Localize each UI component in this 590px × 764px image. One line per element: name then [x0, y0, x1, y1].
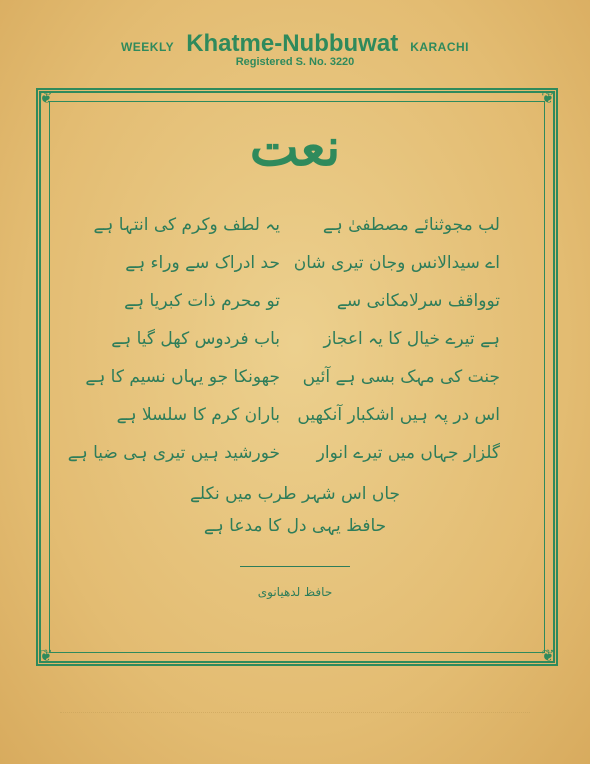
verse-line: لب مجوثنائے مصطفیٰ ہے — [322, 215, 500, 235]
verse-line: اے سیدالانس وجان تیری شان — [293, 253, 500, 273]
verse-line: باب فردوس کھل گیا ہے — [111, 329, 280, 349]
poem-author: حافظ لدھیانوی — [257, 585, 333, 599]
verse-line: تو محرم ذات کبریا ہے — [124, 291, 280, 311]
verse-line: یہ لطف وکرم کی انتہا ہے — [93, 215, 280, 235]
verse-line: توواقف سرلامکانی سے — [336, 291, 500, 311]
verse-line: اس در پہ ہیں اشکبار آنکھیں — [297, 405, 500, 425]
poem-left-column — [67, 206, 280, 472]
masthead-weekly: WEEKLY — [120, 40, 175, 54]
faded-show-through — [60, 712, 530, 731]
verse-line: جھونکا جو یہاں نسیم کا ہے — [85, 367, 280, 387]
poem-title: نعت — [249, 117, 341, 178]
corner-ornament-icon: ❦ — [39, 88, 53, 107]
verse-line: جاں اس شہر طرب میں نکلے — [189, 484, 401, 504]
verse-line: خورشید ہیں تیری ہی ضیا ہے — [67, 443, 280, 463]
verse-line: جنت کی مہک بسی ہے آئیں — [302, 367, 500, 387]
verse-line: باران کرم کا سلسلا ہے — [116, 405, 280, 425]
registration-number: Registered S. No. 3220 — [235, 56, 355, 68]
divider — [240, 566, 350, 567]
verse-line: حد ادراک سے وراء ہے — [125, 253, 280, 273]
verse-line: حافظ یہی دل کا مدعا ہے — [203, 516, 387, 536]
verse-line: ہے تیرے خیال کا یہ اعجاز — [323, 329, 500, 349]
masthead-city: KARACHI — [410, 40, 470, 54]
masthead — [0, 30, 590, 68]
verse-line: گلزار جہاں میں تیرے انوار — [316, 443, 500, 463]
corner-ornament-icon: ❦ — [39, 646, 53, 665]
masthead-title: Khatme-Nubbuwat — [186, 30, 399, 57]
corner-ornament-icon: ❦ — [541, 646, 555, 665]
poem-closing-couplet — [0, 478, 590, 542]
corner-ornament-icon: ❦ — [541, 88, 555, 107]
poem-right-column — [293, 206, 500, 472]
